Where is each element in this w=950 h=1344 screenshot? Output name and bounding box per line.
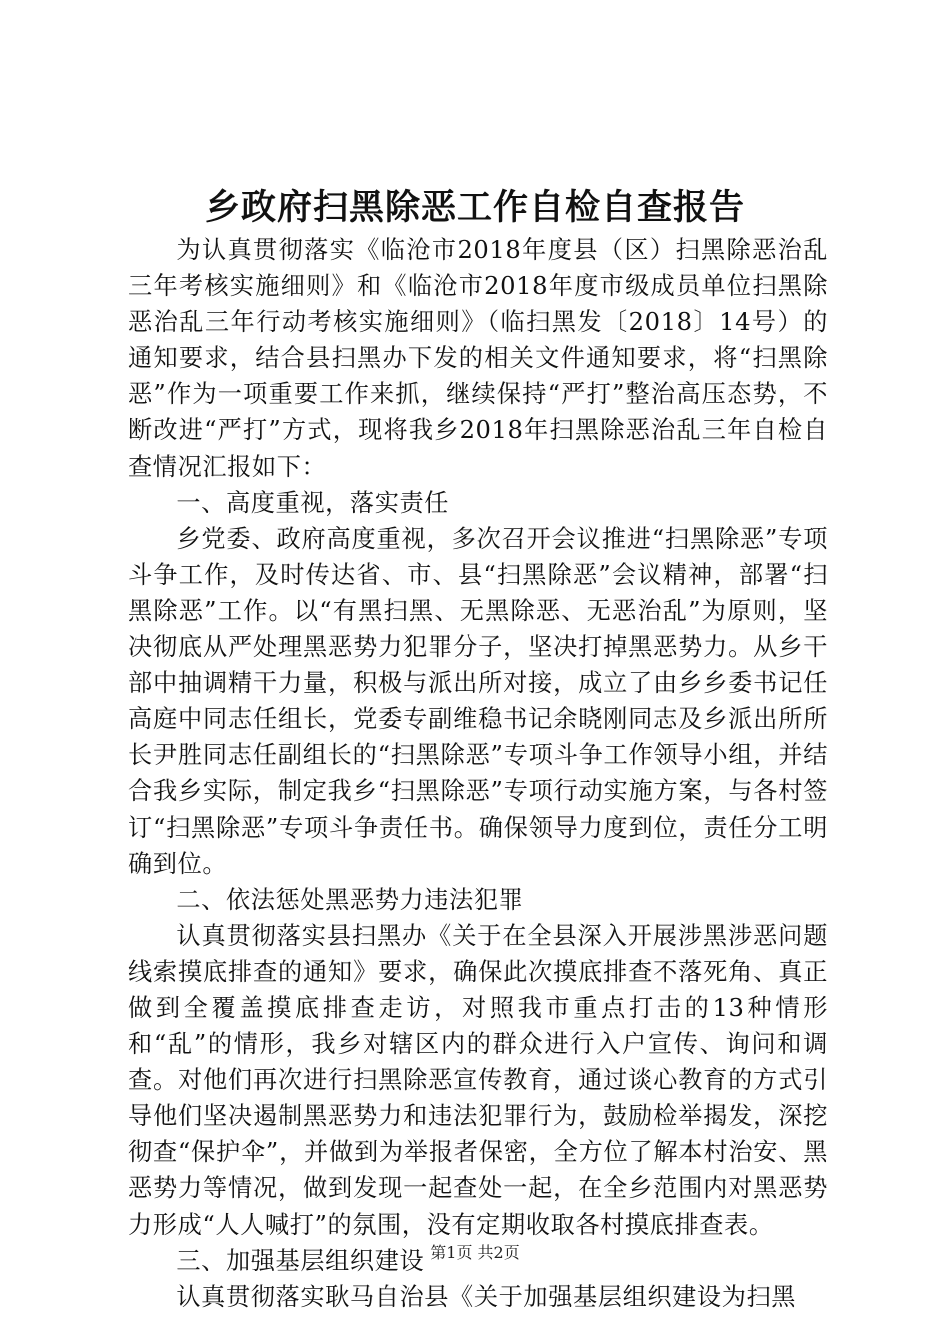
section-heading-3: 三、加强基层组织建设 — [176, 1246, 425, 1275]
section-3-paragraph: 认真贯彻落实耿马自治县《关于加强基层组织建设为扫黑 — [176, 1282, 797, 1311]
section-2-paragraph: 认真贯彻落实县扫黑办《关于在全县深入开展涉黑涉恶问题线索摸底排查的通知》要求，确保此次摸底排查不落死角、真正做到全覆盖摸底排查走访，对照我市重点打击的13种情形和“乱”的情形，我乡对辖区内的群众进行入户宣传、询问和调查。对他们再次进行扫黑除恶宣传教育，通过谈心教育的方式引导他们坚决遏制黑恶势力和违法犯罪行为，鼓励检举揭发，深挖彻查“保护伞”，并做到为举报者保密，全方位了解本村治安、黑恶势力等情况，做到发现一起查处一起，在全乡范围内对黑恶势力形成“人人喊打”的氛围，没有定期收取各村摸底排查表。 — [128, 921, 828, 1239]
page-number-footer: 第1页 共2页 — [430, 1243, 520, 1262]
section-heading-1: 一、高度重视，落实责任 — [176, 488, 450, 517]
document-body — [128, 232, 828, 1315]
section-1-paragraph: 乡党委、政府高度重视，多次召开会议推进“扫黑除恶”专项斗争工作，及时传达省、市、县“扫黑除恶”会议精神，部署“扫黑除恶”工作。以“有黑扫黑、无黑除恶、无恶治乱”为原则，坚决彻底从严处理黑恶势力犯罪分子，坚决打掉黑恶势力。从乡干部中抽调精干力量，积极与派出所对接，成立了由乡乡委书记任高庭中同志任组长，党委专副维稳书记余晓刚同志及乡派出所所长尹胜同志任副组长的“扫黑除恶”专项斗争工作领导小组，并结合我乡实际，制定我乡“扫黑除恶”专项行动实施方案，与各村签订“扫黑除恶”专项斗争责任书。确保领导力度到位，责任分工明确到位。 — [128, 524, 828, 878]
document-title: 乡政府扫黑除恶工作自检自查报告 — [204, 188, 745, 228]
intro-paragraph: 为认真贯彻落实《临沧市2018年度县（区）扫黑除恶治乱三年考核实施细则》和《临沧市2018年度市级成员单位扫黑除恶治乱三年行动考核实施细则》（临扫黑发〔2018〕14号）的通知要求，结合县扫黑办下发的相关文件通知要求，将“扫黑除恶”作为一项重要工作来抓，继续保持“严打”整治高压态势，不断改进“严打”方式，现将我乡2018年扫黑除恶治乱三年自检自查情况汇报如下： — [128, 236, 828, 481]
section-heading-2: 二、依法惩处黑恶势力违法犯罪 — [176, 885, 524, 914]
